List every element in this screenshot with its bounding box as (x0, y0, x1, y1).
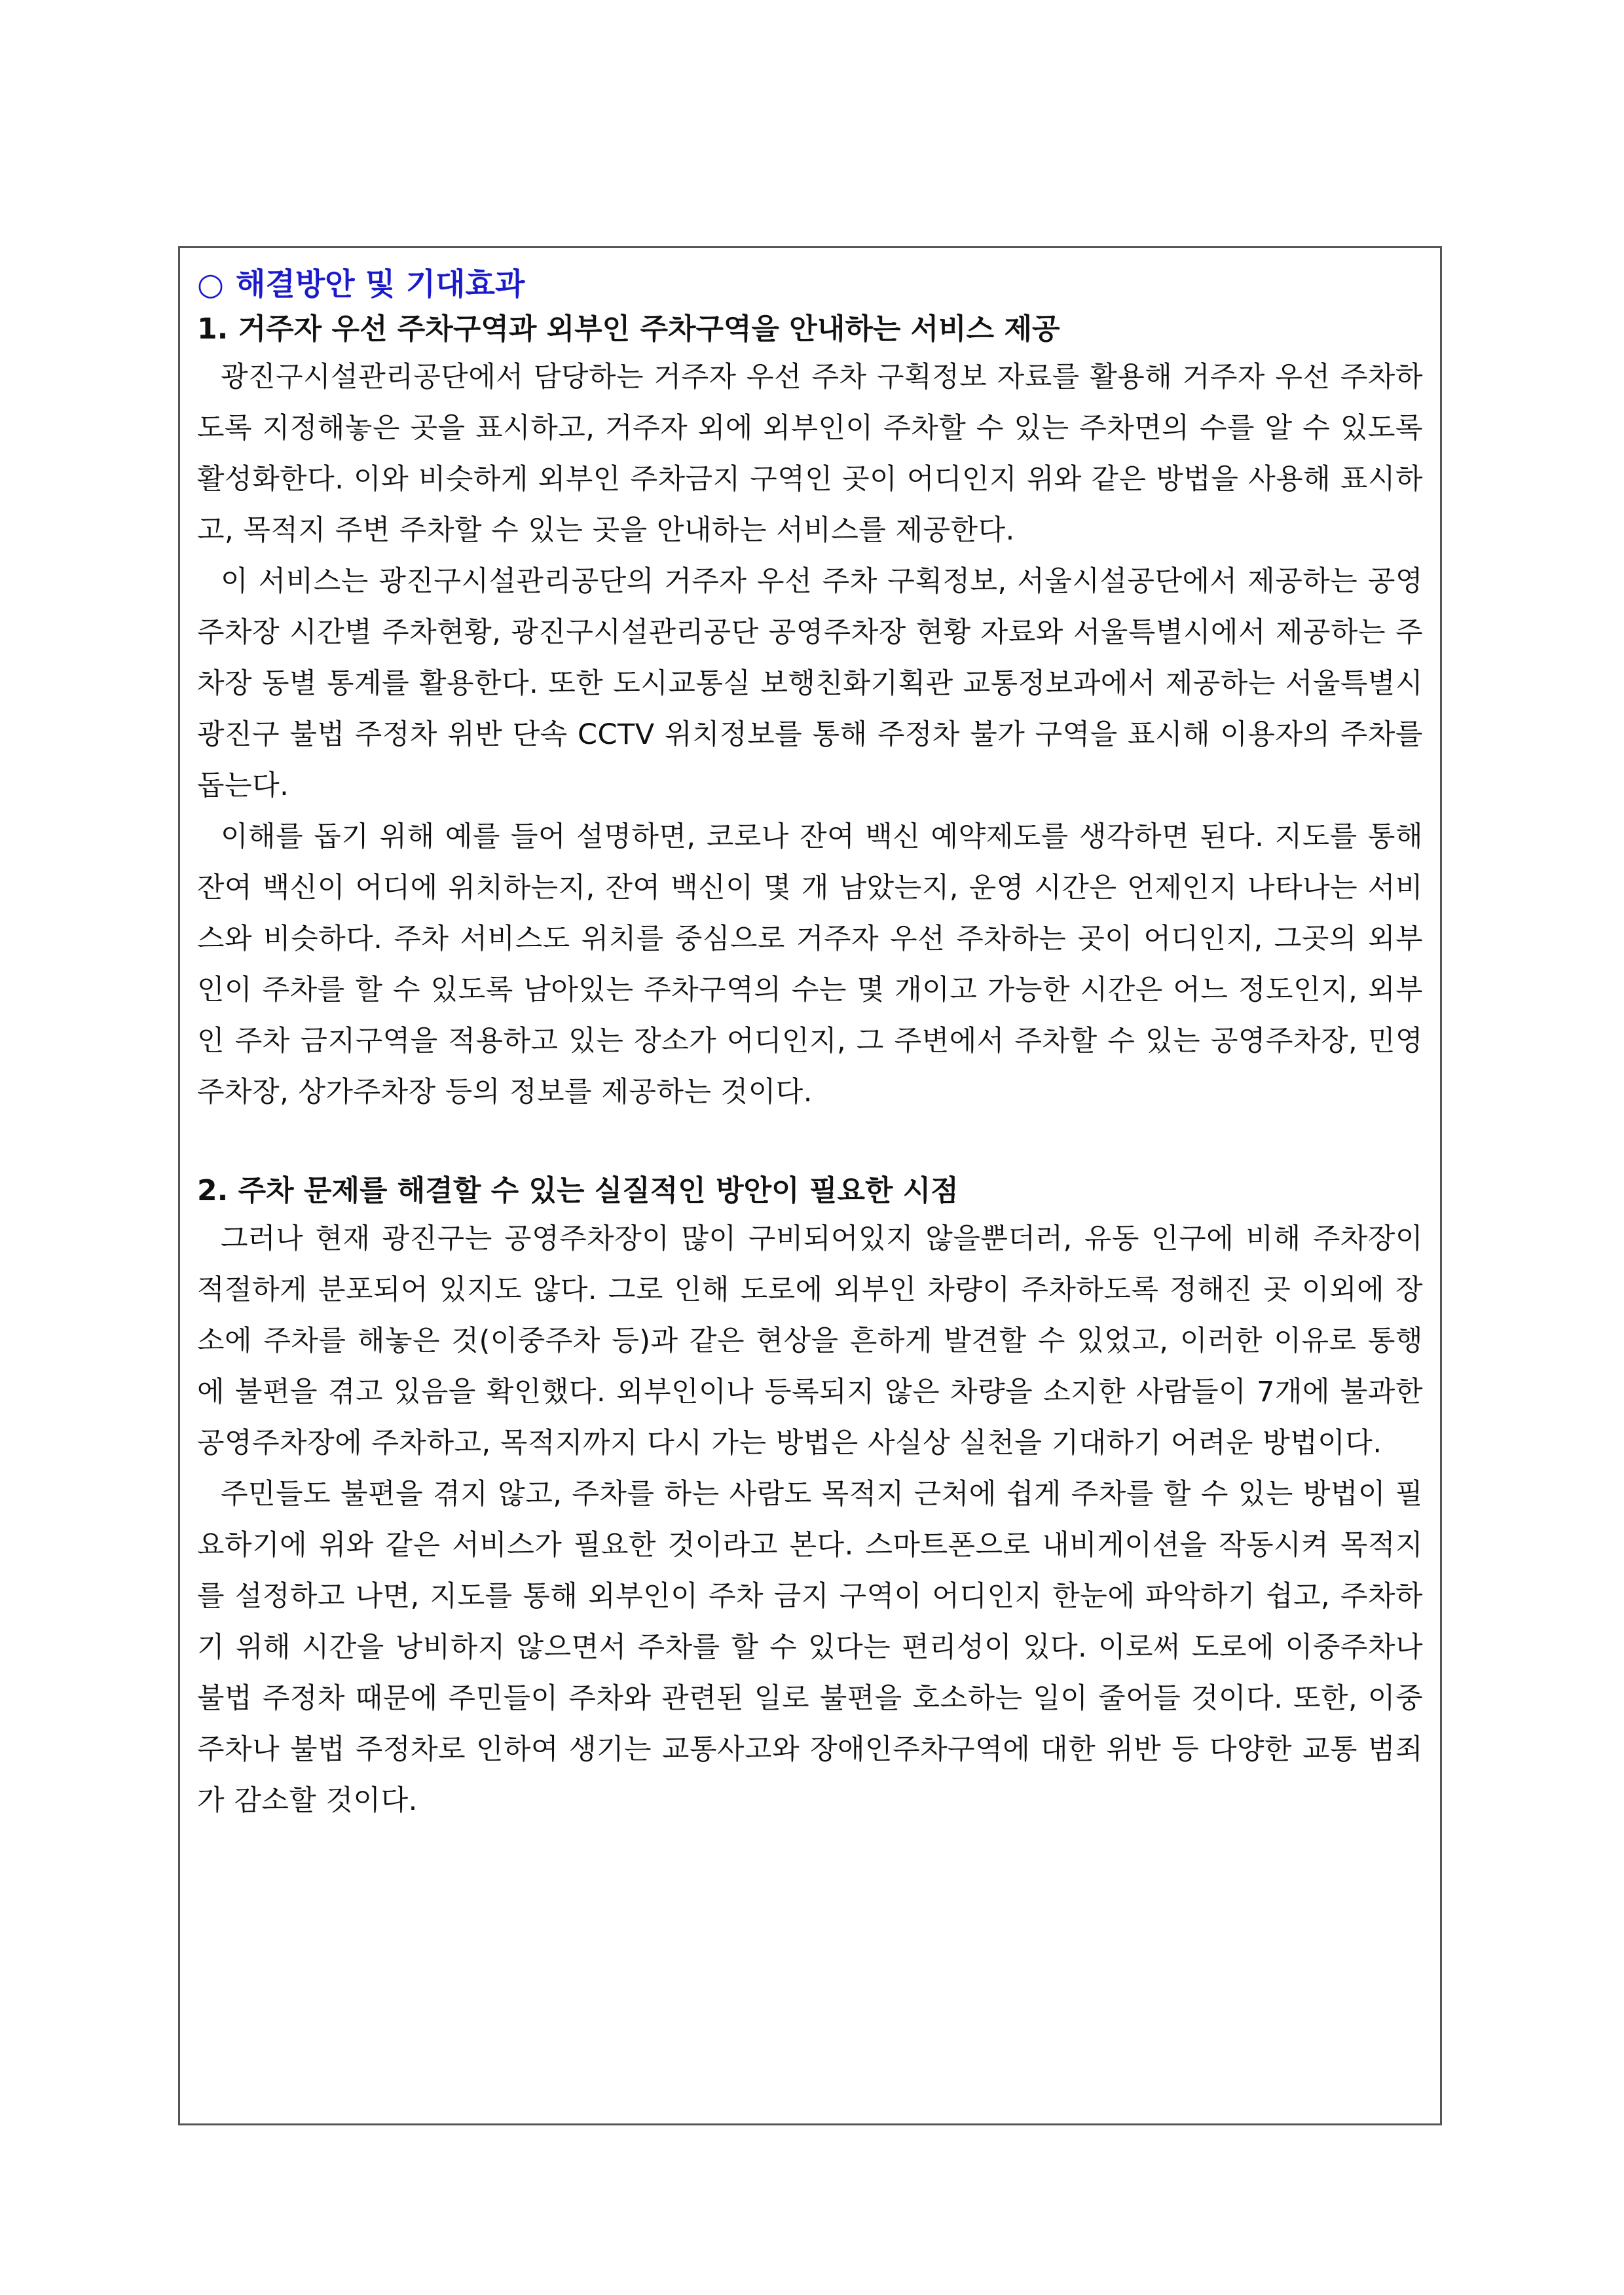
content-box (178, 246, 1442, 2125)
item-1-paragraph-2: 이 서비스는 광진구시설관리공단의 거주자 우선 주차 구획정보, 서울시설공단에서 제공하는 공영주차장 시간별 주차현황, 광진구시설관리공단 공영주차장 현황 자료와 서울특별시에서 제공하는 주차장 동별 통계를 활용한다. 또한 도시교통실 보행친화기획관 교통정보과에서 제공하는 서울특별시 광진구 불법 주정차 위반 단속 CCTV 위치정보를 통해 주정차 불가 구역을 표시해 이용자의 주차를 돕는다. (197, 565, 1423, 802)
item-1-paragraph-3: 이해를 돕기 위해 예를 들어 설명하면, 코로나 잔여 백신 예약제도를 생각하면 된다. 지도를 통해 잔여 백신이 어디에 위치하는지, 잔여 백신이 몇 개 남았는지, 운영 시간은 언제인지 나타나는 서비스와 비슷하다. 주차 서비스도 위치를 중심으로 거주자 우선 주차하는 곳이 어디인지, 그곳의 외부인이 주차를 할 수 있도록 남아있는 주차구역의 수는 몇 개이고 가능한 시간은 어느 정도인지, 외부인 주차 금지구역을 적용하고 있는 장소가 어디인지, 그 주변에서 주차할 수 있는 공영주차장, 민영주차장, 상가주차장 등의 정보를 제공하는 것이다. (197, 820, 1423, 1109)
item-1-heading: 1. 거주자 우선 주차구역과 외부인 주차구역을 안내하는 서비스 제공 (197, 312, 1060, 346)
section-title (197, 263, 1423, 307)
item-1-paragraph-1: 광진구시설관리공단에서 담당하는 거주자 우선 주차 구획정보 자료를 활용해 거주자 우선 주차하도록 지정해놓은 곳을 표시하고, 거주자 외에 외부인이 주차할 수 있는 주차면의 수를 알 수 있도록 활성화한다. 이와 비슷하게 외부인 주차금지 구역인 곳이 어디인지 위와 같은 방법을 사용해 표시하고, 목적지 주변 주차할 수 있는 곳을 안내하는 서비스를 제공한다. (197, 361, 1423, 547)
item-1 (197, 307, 1423, 1118)
item-2-paragraph-1: 그러나 현재 광진구는 공영주차장이 많이 구비되어있지 않을뿐더러, 유동 인구에 비해 주차장이 적절하게 분포되어 있지도 않다. 그로 인해 도로에 외부인 차량이 주차하도록 정해진 곳 이외에 장소에 주차를 해놓은 것(이중주차 등)과 같은 현상을 흔하게 발견할 수 있었고, 이러한 이유로 통행에 불편을 겪고 있음을 확인했다. 외부인이나 등록되지 않은 차량을 소지한 사람들이 7개에 불과한 공영주차장에 주차하고, 목적지까지 다시 가는 방법은 사실상 실천을 기대하기 어려운 방법이다. (197, 1222, 1423, 1460)
circle-marker-icon: ○ (197, 266, 225, 303)
item-2-paragraph-2: 주민들도 불편을 겪지 않고, 주차를 하는 사람도 목적지 근처에 쉽게 주차를 할 수 있는 방법이 필요하기에 위와 같은 서비스가 필요한 것이라고 본다. 스마트폰으로 내비게이션을 작동시켜 목적지를 설정하고 나면, 지도를 통해 외부인이 주차 금지 구역이 어디인지 한눈에 파악하기 쉽고, 주차하기 위해 시간을 낭비하지 않으면서 주차를 할 수 있다는 편리성이 있다. 이로써 도로에 이중주차나 불법 주정차 때문에 주민들이 주차와 관련된 일로 불편을 호소하는 일이 줄어들 것이다. 또한, 이중주차나 불법 주정차로 인하여 생기는 교통사고와 장애인주차구역에 대한 위반 등 다양한 교통 범죄가 감소할 것이다. (197, 1478, 1423, 1817)
section-title-text: 해결방안 및 기대효과 (236, 266, 525, 303)
item-2-heading: 2. 주차 문제를 해결할 수 있는 실질적인 방안이 필요한 시점 (197, 1174, 959, 1207)
section-gap (197, 1118, 1423, 1169)
item-2 (197, 1169, 1423, 1826)
